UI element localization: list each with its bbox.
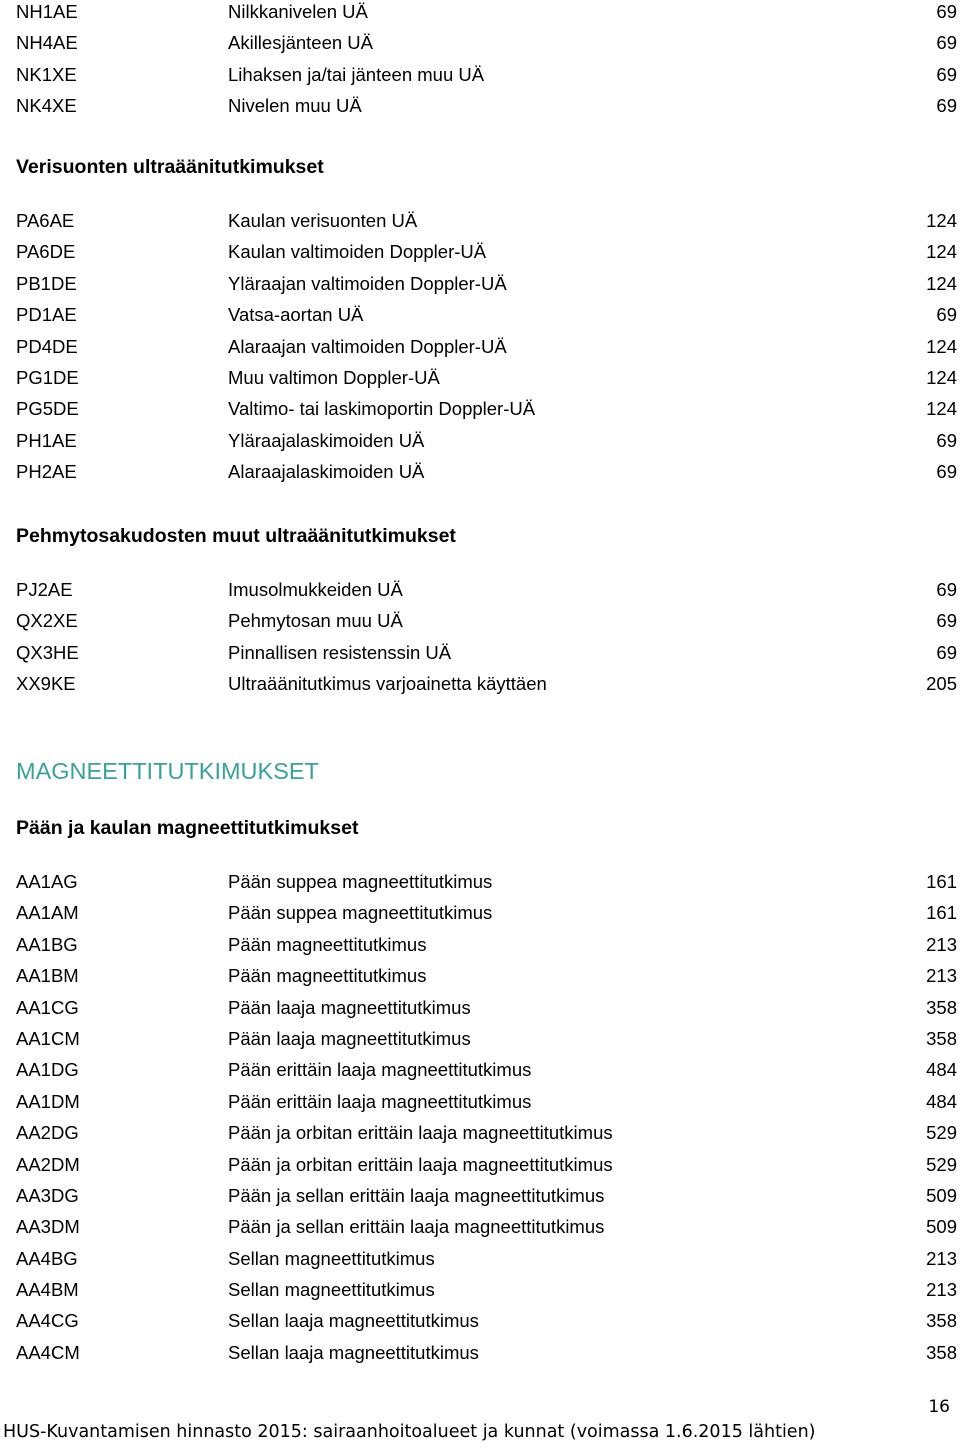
procedure-description: Pään laaja magneettitutkimus bbox=[228, 1027, 471, 1049]
table-row bbox=[16, 637, 960, 668]
table-row bbox=[16, 236, 960, 267]
procedure-price: 213 bbox=[926, 1279, 957, 1301]
table-row bbox=[16, 960, 960, 991]
table-row bbox=[16, 897, 960, 928]
table-row bbox=[16, 574, 960, 605]
procedure-code: AA2DM bbox=[16, 1153, 80, 1175]
procedure-code: AA1BG bbox=[16, 933, 78, 955]
procedure-code: AA1CM bbox=[16, 1027, 80, 1049]
procedure-price: 358 bbox=[926, 1027, 957, 1049]
procedure-description: Sellan laaja magneettitutkimus bbox=[228, 1341, 479, 1363]
procedure-description: Kaulan verisuonten UÄ bbox=[228, 210, 418, 231]
table-row bbox=[16, 1086, 960, 1117]
procedure-description: Pään ja sellan erittäin laaja magneettitutkimus bbox=[228, 1184, 605, 1206]
table-row bbox=[16, 1023, 960, 1054]
table-row bbox=[16, 1305, 960, 1336]
table-row bbox=[16, 992, 960, 1023]
procedure-price: 161 bbox=[926, 902, 957, 924]
table-row bbox=[16, 362, 960, 393]
procedure-code: AA1AM bbox=[16, 902, 79, 924]
footer-text: HUS-Kuvantamisen hinnasto 2015: sairaanhoitoalueet ja kunnat (voimassa 1.6.2015 lähtien) bbox=[3, 1422, 816, 1442]
procedure-description: Imusolmukkeiden UÄ bbox=[228, 579, 403, 600]
procedure-description: Akillesjänteen UÄ bbox=[228, 32, 373, 54]
procedure-code: PB1DE bbox=[16, 272, 77, 294]
procedure-description: Ultraäänitutkimus varjoainetta käyttäen bbox=[228, 673, 547, 695]
procedure-description: Sellan magneettitutkimus bbox=[228, 1247, 435, 1269]
table-row bbox=[16, 90, 960, 121]
table-row bbox=[16, 1211, 960, 1242]
procedure-description: Pään ja sellan erittäin laaja magneettitutkimus bbox=[228, 1216, 605, 1238]
procedure-code: PA6AE bbox=[16, 210, 75, 231]
section-heading-head-neck-mri: Pään ja kaulan magneettitutkimukset bbox=[16, 817, 359, 839]
procedure-price: 213 bbox=[926, 933, 957, 955]
procedure-description: Kaulan valtimoiden Doppler-UÄ bbox=[228, 241, 487, 263]
procedure-description: Sellan laaja magneettitutkimus bbox=[228, 1310, 479, 1332]
table-row bbox=[16, 1274, 960, 1305]
procedure-price: 124 bbox=[926, 366, 957, 388]
procedure-code: AA3DG bbox=[16, 1184, 79, 1206]
procedure-price: 69 bbox=[936, 304, 957, 326]
procedure-code: AA1BM bbox=[16, 965, 79, 987]
table-row bbox=[16, 425, 960, 456]
procedure-code: AA1CG bbox=[16, 996, 79, 1018]
procedure-price: 69 bbox=[936, 63, 957, 85]
procedure-code: NH4AE bbox=[16, 32, 78, 54]
table-row bbox=[16, 1149, 960, 1180]
procedure-description: Pään magneettitutkimus bbox=[228, 965, 427, 987]
procedure-description: Pään erittäin laaja magneettitutkimus bbox=[228, 1059, 532, 1081]
procedure-description: Muu valtimon Doppler-UÄ bbox=[228, 366, 440, 388]
table-row bbox=[16, 59, 960, 90]
price-table-musculoskeletal bbox=[16, 0, 960, 122]
procedure-price: 509 bbox=[926, 1216, 957, 1238]
procedure-code: AA4BM bbox=[16, 1279, 79, 1301]
procedure-description: Pään magneettitutkimus bbox=[228, 933, 427, 955]
procedure-price: 69 bbox=[936, 32, 957, 54]
procedure-price: 484 bbox=[926, 1059, 957, 1081]
table-row bbox=[16, 929, 960, 960]
procedure-price: 69 bbox=[936, 641, 957, 663]
procedure-code: PD4DE bbox=[16, 335, 78, 357]
procedure-code: NK1XE bbox=[16, 63, 77, 85]
section-heading-vascular: Verisuonten ultraäänitutkimukset bbox=[16, 156, 324, 178]
procedure-price: 509 bbox=[926, 1184, 957, 1206]
procedure-description: Pään ja orbitan erittäin laaja magneettitutkimus bbox=[228, 1153, 613, 1175]
procedure-price: 69 bbox=[936, 429, 957, 451]
table-row bbox=[16, 299, 960, 330]
table-row bbox=[16, 605, 960, 636]
procedure-description: Sellan magneettitutkimus bbox=[228, 1279, 435, 1301]
procedure-description: Nivelen muu UÄ bbox=[228, 95, 362, 117]
table-row bbox=[16, 331, 960, 362]
procedure-code: NK4XE bbox=[16, 95, 77, 117]
price-table-vascular bbox=[16, 205, 960, 488]
procedure-description: Lihaksen ja/tai jänteen muu UÄ bbox=[228, 63, 485, 85]
procedure-price: 213 bbox=[926, 965, 957, 987]
table-row bbox=[16, 866, 960, 897]
table-row bbox=[16, 1054, 960, 1085]
table-row bbox=[16, 205, 960, 236]
procedure-code: AA4BG bbox=[16, 1247, 78, 1269]
procedure-price: 69 bbox=[936, 610, 957, 632]
procedure-price: 124 bbox=[926, 241, 957, 263]
table-row bbox=[16, 1337, 960, 1368]
table-row bbox=[16, 1180, 960, 1211]
procedure-price: 124 bbox=[926, 272, 957, 294]
procedure-description: Pään suppea magneettitutkimus bbox=[228, 871, 493, 892]
procedure-price: 358 bbox=[926, 1341, 957, 1363]
procedure-code: PH1AE bbox=[16, 429, 77, 451]
procedure-description: Alaraajan valtimoiden Doppler-UÄ bbox=[228, 335, 507, 357]
procedure-description: Pään suppea magneettitutkimus bbox=[228, 902, 493, 924]
procedure-description: Yläraajan valtimoiden Doppler-UÄ bbox=[228, 272, 507, 294]
price-table-head-neck-mri bbox=[16, 866, 960, 1368]
table-row bbox=[16, 27, 960, 58]
procedure-price: 69 bbox=[936, 1, 957, 22]
table-row bbox=[16, 1243, 960, 1274]
procedure-price: 213 bbox=[926, 1247, 957, 1269]
procedure-code: AA3DM bbox=[16, 1216, 80, 1238]
procedure-code: PJ2AE bbox=[16, 579, 73, 600]
procedure-code: AA4CG bbox=[16, 1310, 79, 1332]
page-number: 16 bbox=[928, 1397, 950, 1417]
procedure-price: 529 bbox=[926, 1122, 957, 1144]
procedure-description: Vatsa-aortan UÄ bbox=[228, 304, 364, 326]
procedure-description: Pehmytosan muu UÄ bbox=[228, 610, 403, 632]
procedure-price: 69 bbox=[936, 461, 957, 483]
procedure-code: PH2AE bbox=[16, 461, 77, 483]
procedure-description: Pään laaja magneettitutkimus bbox=[228, 996, 471, 1018]
procedure-price: 205 bbox=[926, 673, 957, 695]
procedure-price: 484 bbox=[926, 1090, 957, 1112]
procedure-code: PG1DE bbox=[16, 366, 79, 388]
category-title-mri: MAGNEETTITUTKIMUKSET bbox=[16, 758, 319, 784]
procedure-code: AA2DG bbox=[16, 1122, 79, 1144]
procedure-price: 124 bbox=[926, 210, 957, 231]
table-row bbox=[16, 268, 960, 299]
procedure-description: Nilkkanivelen UÄ bbox=[228, 1, 368, 22]
procedure-description: Alaraajalaskimoiden UÄ bbox=[228, 461, 425, 483]
procedure-price: 69 bbox=[936, 579, 957, 600]
procedure-price: 529 bbox=[926, 1153, 957, 1175]
procedure-description: Valtimo- tai laskimoportin Doppler-UÄ bbox=[228, 398, 536, 420]
section-heading-soft-tissue: Pehmytosakudosten muut ultraäänitutkimukset bbox=[16, 525, 456, 547]
procedure-code: PG5DE bbox=[16, 398, 79, 420]
table-row bbox=[16, 1117, 960, 1148]
procedure-price: 69 bbox=[936, 95, 957, 117]
procedure-code: AA1DG bbox=[16, 1059, 79, 1081]
procedure-description: Pään erittäin laaja magneettitutkimus bbox=[228, 1090, 532, 1112]
procedure-description: Pään ja orbitan erittäin laaja magneettitutkimus bbox=[228, 1122, 613, 1144]
procedure-code: AA4CM bbox=[16, 1341, 80, 1363]
table-row bbox=[16, 393, 960, 424]
table-row bbox=[16, 0, 960, 27]
price-table-soft-tissue bbox=[16, 574, 960, 700]
procedure-code: QX3HE bbox=[16, 641, 79, 663]
procedure-description: Yläraajalaskimoiden UÄ bbox=[228, 429, 425, 451]
procedure-code: XX9KE bbox=[16, 673, 76, 695]
procedure-price: 161 bbox=[926, 871, 957, 892]
procedure-code: PA6DE bbox=[16, 241, 76, 263]
procedure-price: 358 bbox=[926, 1310, 957, 1332]
procedure-code: NH1AE bbox=[16, 1, 78, 22]
procedure-price: 124 bbox=[926, 398, 957, 420]
procedure-code: AA1AG bbox=[16, 871, 78, 892]
procedure-code: AA1DM bbox=[16, 1090, 80, 1112]
table-row bbox=[16, 456, 960, 487]
procedure-price: 124 bbox=[926, 335, 957, 357]
procedure-code: QX2XE bbox=[16, 610, 78, 632]
procedure-description: Pinnallisen resistenssin UÄ bbox=[228, 641, 452, 663]
procedure-price: 358 bbox=[926, 996, 957, 1018]
procedure-code: PD1AE bbox=[16, 304, 77, 326]
table-row bbox=[16, 668, 960, 699]
